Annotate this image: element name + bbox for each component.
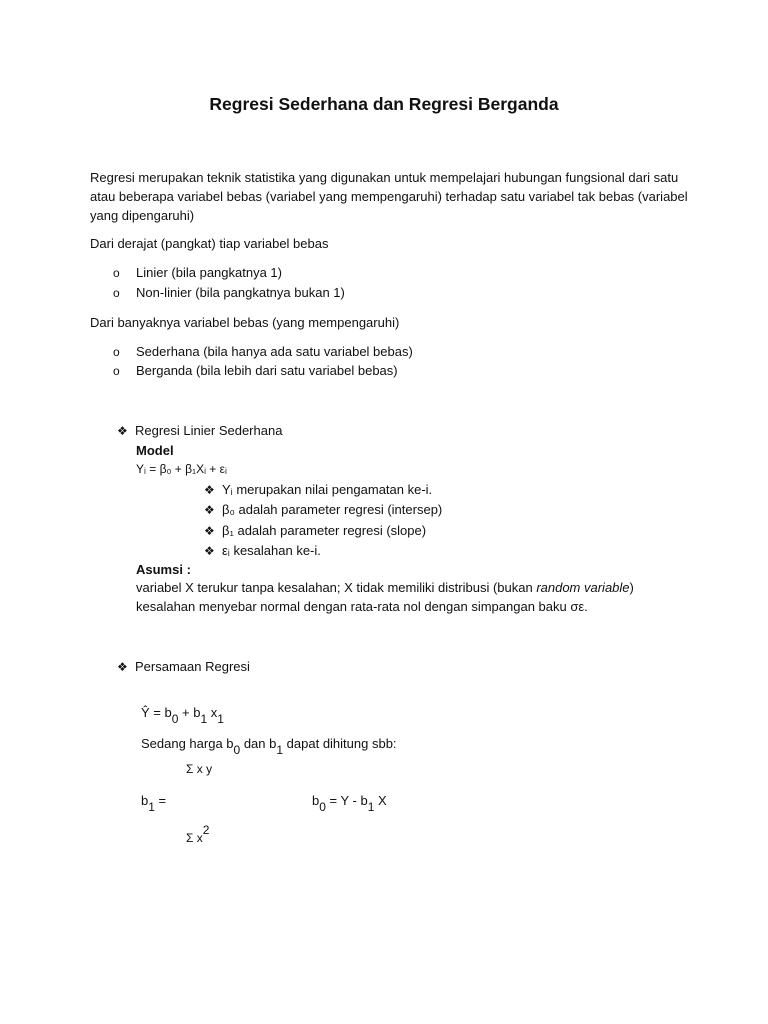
bullet-circle-icon: o: [113, 345, 120, 359]
bullet-circle-icon: o: [113, 286, 120, 300]
diamond-bullet-icon: ❖: [204, 524, 215, 538]
formula-part: = Y - b: [325, 793, 368, 808]
sedang-line: [141, 736, 397, 757]
b1-numerator: Σ x y: [186, 762, 213, 776]
list-item-text: Linier (bila pangkatnya 1): [136, 265, 282, 280]
b0-formula: [312, 793, 387, 814]
page-title: Regresi Sederhana dan Regresi Berganda: [209, 94, 559, 114]
definition-text: Yᵢ merupakan nilai pengamatan ke-i.: [222, 482, 433, 497]
formula-subscript: 0: [319, 800, 326, 814]
diamond-bullet-icon: ❖: [204, 503, 215, 517]
model-label: Model: [136, 443, 174, 458]
model-equation: Yᵢ = β₀ + β₁Xᵢ + εᵢ: [136, 462, 227, 476]
list-item: [113, 363, 398, 378]
eq-subscript: 1: [217, 712, 224, 726]
diamond-bullet-icon: ❖: [204, 483, 215, 497]
list-item-text: Berganda (bila lebih dari satu variabel bebas): [136, 363, 398, 378]
formula-part: b: [141, 793, 149, 808]
intro-paragraph: Regresi merupakan teknik statistika yang digunakan untuk mempelajari hubungan fungsional dari satu atau beberapa variabel bebas (variabel yang mempengaruhi) terhadap satu variabel tak bebas (variabel yang dipengaruhi): [90, 170, 688, 223]
asumsi-italic-text: random variable: [536, 580, 630, 595]
section-title: Persamaan Regresi: [135, 659, 250, 674]
formula-part: =: [154, 793, 167, 808]
section-linier-heading: [117, 423, 282, 438]
formula-part: b: [312, 793, 320, 808]
section-title: Regresi Linier Sederhana: [135, 423, 283, 438]
derajat-heading: Dari derajat (pangkat) tiap variabel bebas: [90, 236, 329, 251]
definition-item: [204, 543, 321, 558]
bullet-circle-icon: o: [113, 364, 120, 378]
diamond-bullet-icon: ❖: [117, 424, 128, 438]
list-item: [113, 285, 345, 300]
list-item-text: Sederhana (bila hanya ada satu variabel bebas): [136, 344, 413, 359]
definition-text: β₁ adalah parameter regresi (slope): [222, 523, 427, 538]
eq-part: Ŷ = b: [141, 705, 172, 720]
definition-text: εᵢ kesalahan ke-i.: [222, 543, 321, 558]
asumsi-label: Asumsi :: [136, 562, 191, 577]
formula-part: Σ x: [186, 831, 203, 845]
formula-superscript: 2: [202, 823, 210, 837]
text-subscript: 1: [276, 743, 284, 757]
list-item-text: Non-linier (bila pangkatnya bukan 1): [136, 285, 345, 300]
diamond-bullet-icon: ❖: [117, 660, 128, 674]
eq-subscript: 0: [171, 712, 179, 726]
asumsi-text: variabel X terukur tanpa kesalahan; X tidak memiliki distribusi (bukan: [136, 580, 537, 595]
list-item: [113, 265, 282, 280]
text-part: dapat dihitung sbb:: [283, 736, 397, 751]
section-persamaan-heading: [117, 659, 250, 674]
diamond-bullet-icon: ❖: [204, 544, 215, 558]
definition-text: β₀ adalah parameter regresi (intersep): [222, 502, 443, 517]
banyak-heading: Dari banyaknya variabel bebas (yang mempengaruhi): [90, 315, 400, 330]
formula-subscript: 1: [367, 800, 375, 814]
eq-part: + b: [178, 705, 201, 720]
asumsi-text: ): [629, 580, 634, 595]
text-part: dan b: [240, 736, 277, 751]
asumsi-line-2: kesalahan menyebar normal dengan rata-rata nol dengan simpangan baku σε.: [136, 599, 588, 614]
regression-equation: [141, 705, 224, 726]
formula-subscript: 1: [148, 800, 155, 814]
bullet-circle-icon: o: [113, 266, 120, 280]
b1-formula: [141, 793, 166, 814]
text-part: Sedang harga b: [141, 736, 234, 751]
eq-subscript: 1: [200, 712, 208, 726]
definition-item: [204, 482, 432, 497]
b1-denominator: [186, 823, 209, 845]
asumsi-line-1: [136, 580, 634, 595]
definition-item: [204, 502, 442, 517]
list-item: [113, 344, 413, 359]
text-subscript: 0: [233, 743, 241, 757]
definition-item: [204, 523, 426, 538]
eq-part: x: [207, 705, 218, 720]
formula-part: X: [374, 793, 387, 808]
